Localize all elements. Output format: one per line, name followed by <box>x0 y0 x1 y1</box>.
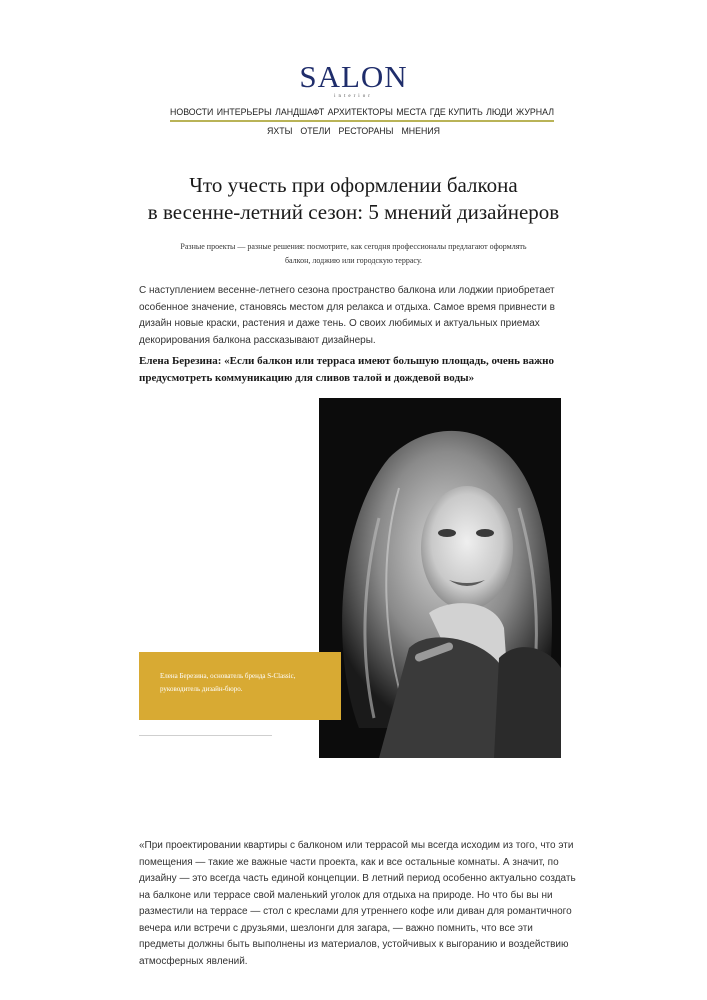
article-title-line1: Что учесть при оформлении балкона <box>189 173 518 197</box>
primary-nav <box>170 105 554 119</box>
logo-subtitle: interior <box>334 94 373 99</box>
nav-item-opinions[interactable]: МНЕНИЯ <box>401 126 441 136</box>
nav-item-restaurants[interactable]: РЕСТОРАНЫ <box>338 126 394 136</box>
article-title-line2: в весенне-летний сезон: 5 мнений дизайнеров <box>147 200 560 224</box>
photo-caption: Елена Березина, основатель бренда S-Classic, руководитель дизайн-бюро. <box>160 672 296 693</box>
site-logo[interactable]: SALON <box>299 59 408 94</box>
portrait-illustration <box>319 398 561 758</box>
nav-item-hotels[interactable]: ОТЕЛИ <box>300 126 331 136</box>
designer-quote-text: «При проектировании квартиры с балконом или террасой мы всегда исходим из того, что эти помещения — такие же важные части проекта, как и все остальные комнаты. А значит, по дизайну — это всегда часть единой концепции. В летний период особенно актуально создать на балконе или террасе свой маленький уголок для отдыха на природе. Но что бы вы ни разместили на террасе — стол с креслами для утреннего кофе или диван для романтичного вечера или встречи с друзьями, шезлонги для загара, — важно помнить, что все эти предметы должны быть выполнены из материалов, устойчивых к выгоранию и воздействию атмосферных явлений. <box>139 840 576 967</box>
nav-item-landscape[interactable]: ЛАНДШАФТ <box>275 107 325 117</box>
nav-item-interiors[interactable]: ИНТЕРЬЕРЫ <box>216 107 272 117</box>
nav-item-places[interactable]: МЕСТА <box>396 107 427 117</box>
article-lead: Разные проекты — разные решения: посмотрите, как сегодня профессионалы предлагают оформлять балкон, лоджию или городскую террасу. <box>180 242 527 265</box>
caption-divider <box>139 735 272 736</box>
article-title <box>80 172 627 226</box>
nav-item-magazine[interactable]: ЖУРНАЛ <box>516 107 554 117</box>
nav-item-where-to-buy[interactable]: ГДЕ КУПИТЬ <box>429 107 483 117</box>
nav-divider <box>170 120 554 122</box>
nav-item-news[interactable]: НОВОСТИ <box>170 107 214 117</box>
nav-item-people[interactable]: ЛЮДИ <box>486 107 513 117</box>
quote-heading: Елена Березина: «Если балкон или терраса имеют большую площадь, очень важно предусмотреть коммуникацию для сливов талой и дождевой воды» <box>139 355 554 384</box>
article-intro: С наступлением весенне-летнего сезона пространство балкона или лоджии приобретает особенное значение, становясь местом для релакса и отдыха. Самое время привнести в дизайн новые краски, растения и даже тень. О своих любимых и актуальных приемах декорирования балкона рассказывают дизайнеры. <box>139 285 555 346</box>
nav-item-yachts[interactable]: ЯХТЫ <box>266 126 293 136</box>
nav-item-architects[interactable]: АРХИТЕКТОРЫ <box>327 107 393 117</box>
designer-portrait-photo <box>319 398 561 758</box>
secondary-nav <box>0 126 707 136</box>
